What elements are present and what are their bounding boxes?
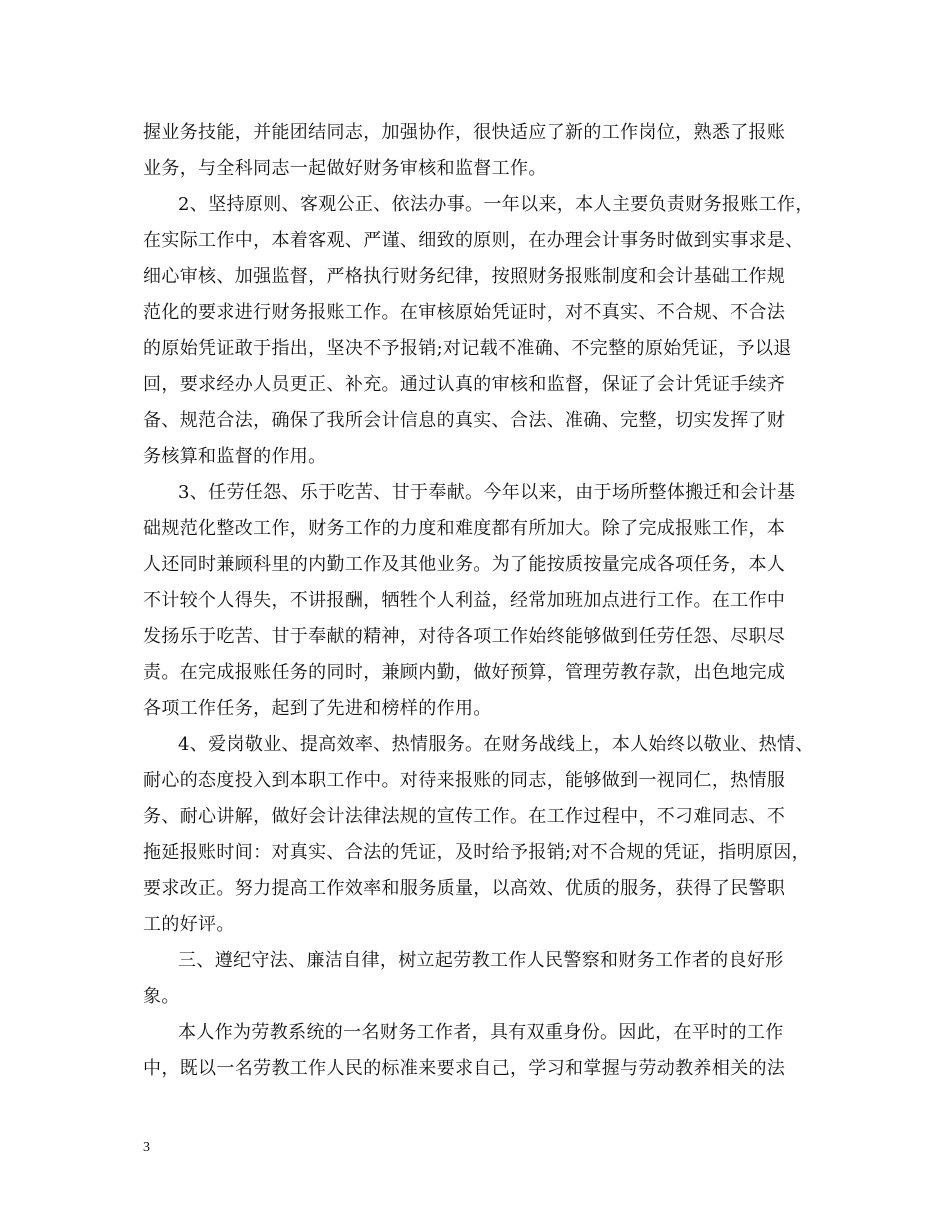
text-line: 3、任劳任怨、乐于吃苦、甘于奉献。今年以来，由于场所整体搬迁和会计基 [178,482,796,503]
text-line: 象。 [143,986,180,1007]
text-line: 握业务技能，并能团结同志，加强协作，很快适应了新的工作岗位，熟悉了报账 [143,122,786,143]
text-line: 拖延报账时间：对真实、合法的凭证，及时给予报销;对不合规的凭证，指明原因， [143,842,811,863]
text-line: 要求改正。努力提高工作效率和服务质量，以高效、优质的服务，获得了民警职 [143,878,786,899]
text-line: 三、遵纪守法、廉洁自律，树立起劳教工作人民警察和财务工作者的良好形 [178,950,784,971]
text-line: 不计较个人得失，不讲报酬，牺牲个人利益，经常加班加点进行工作。在工作中 [143,590,786,611]
text-line: 责。在完成报账任务的同时，兼顾内勤，做好预算，管理劳教存款，出色地完成 [143,662,786,683]
text-line: 发扬乐于吃苦、甘于奉献的精神，对待各项工作始终能够做到任劳任怨、尽职尽 [143,626,786,647]
text-line: 人还同时兼顾科里的内勤工作及其他业务。为了能按质按量完成各项任务，本人 [143,554,786,575]
text-line: 中，既以一名劳教工作人民的标准来要求自己，学习和掌握与劳动教养相关的法 [143,1058,786,1079]
text-line: 本人作为劳教系统的一名财务工作者，具有双重身份。因此，在平时的工作 [178,1022,784,1043]
text-line: 础规范化整改工作，财务工作的力度和难度都有所加大。除了完成报账工作，本 [143,518,786,539]
text-line: 4、爱岗敬业、提高效率、热情服务。在财务战线上，本人始终以敬业、热情、 [178,734,814,755]
text-line: 备、规范合法，确保了我所会计信息的真实、合法、准确、完整，切实发挥了财 [143,410,786,431]
text-line: 范化的要求进行财务报账工作。在审核原始凭证时，对不真实、不合规、不合法 [143,302,786,323]
text-line: 工的好评。 [143,914,235,935]
text-line: 耐心的态度投入到本职工作中。对待来报账的同志，能够做到一视同仁，热情服 [143,770,786,791]
text-line: 各项工作任务，起到了先进和榜样的作用。 [143,698,492,719]
text-line: 回，要求经办人员更正、补充。通过认真的审核和监督，保证了会计凭证手续齐 [143,374,786,395]
text-line: 业务，与全科同志一起做好财务审核和监督工作。 [143,158,547,179]
text-line: 务、耐心讲解，做好会计法律法规的宣传工作。在工作过程中，不刁难同志、不 [143,806,786,827]
text-line: 细心审核、加强监督，严格执行财务纪律，按照财务报账制度和会计基础工作规 [143,266,786,287]
text-line: 务核算和监督的作用。 [143,446,327,467]
text-line: 在实际工作中，本着客观、严谨、细致的原则，在办理会计事务时做到实事求是、 [143,230,804,251]
text-line: 的原始凭证敢于指出，坚决不予报销;对记载不准确、不完整的原始凭证，予以退 [143,338,792,359]
text-line: 2、坚持原则、客观公正、依法办事。一年以来，本人主要负责财务报账工作， [178,194,814,215]
page-number: 3 [143,1140,150,1155]
